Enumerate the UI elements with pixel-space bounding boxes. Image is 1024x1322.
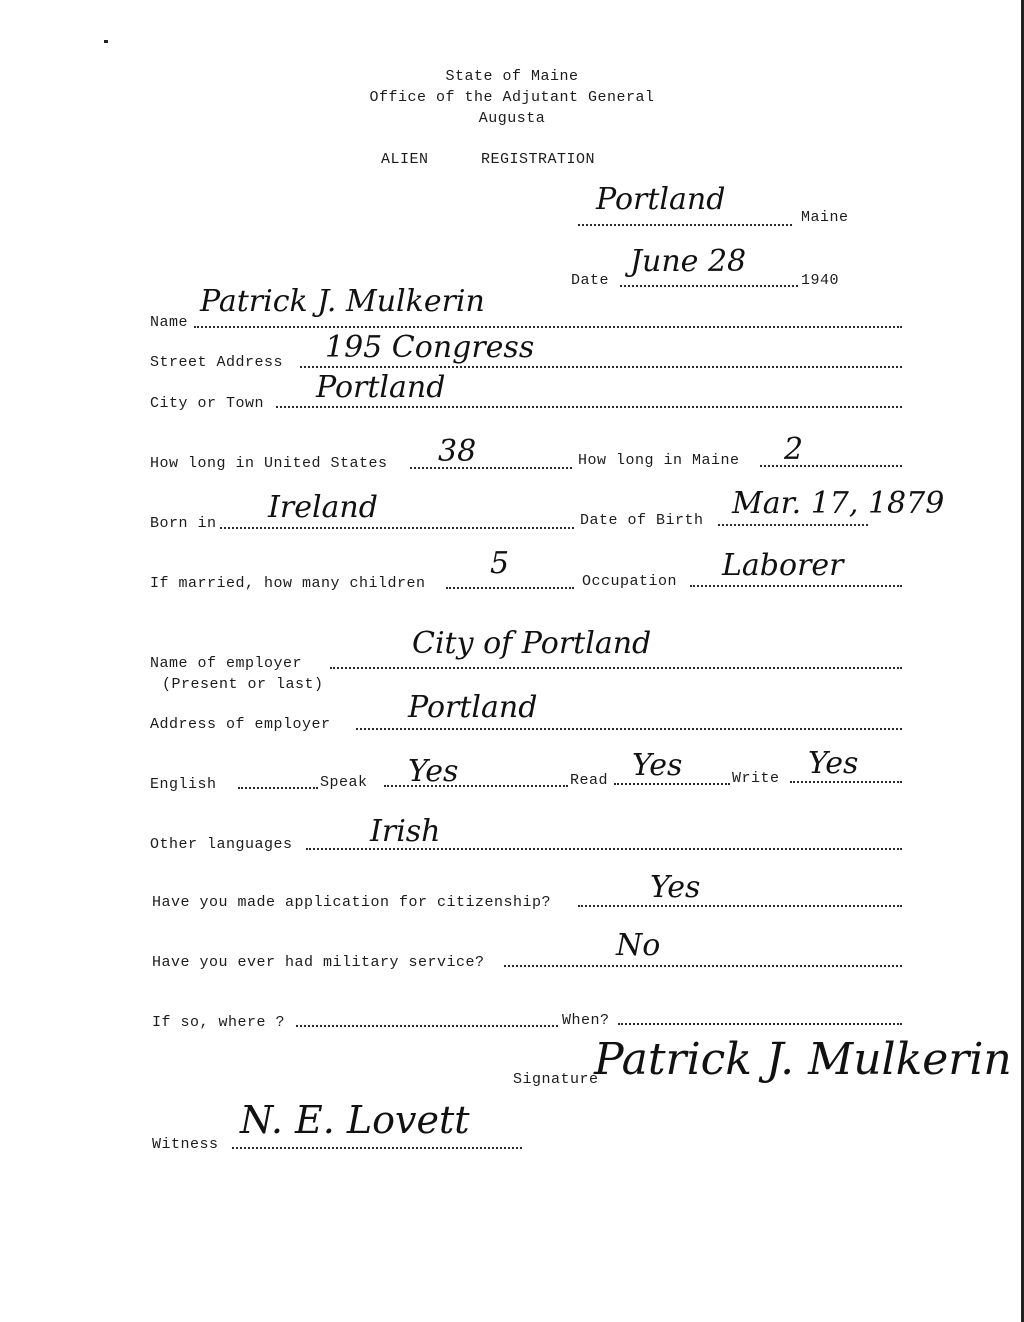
born-label: Born in [150, 515, 217, 532]
street-label: Street Address [150, 354, 284, 371]
write-label: Write [732, 770, 780, 787]
where-label: If so, where ? [152, 1014, 286, 1031]
date-value: June 28 [630, 244, 747, 279]
where-dots [296, 1025, 558, 1027]
occupation-value: Laborer [722, 548, 844, 583]
dob-label: Date of Birth [580, 512, 704, 529]
english-dots [238, 787, 318, 789]
children-dots [446, 587, 574, 589]
employer-address-dots [356, 728, 902, 730]
employer-value: City of Portland [412, 626, 652, 661]
citizenship-dots [578, 905, 902, 907]
stray-mark [104, 40, 108, 43]
when-label: When? [562, 1012, 610, 1029]
name-label: Name [150, 314, 189, 331]
maine-years-label: How long in Maine [578, 452, 740, 469]
employer-address-value: Portland [408, 690, 538, 725]
witness-label: Witness [152, 1136, 219, 1153]
born-dots [220, 527, 574, 529]
us-years-label: How long in United States [150, 455, 388, 472]
military-dots [504, 965, 902, 967]
read-dots [614, 783, 730, 785]
military-label: Have you ever had military service? [152, 954, 485, 971]
dob-value: Mar. 17, 1879 [732, 486, 945, 521]
header-city: Augusta [478, 110, 546, 127]
date-year: 1940 [801, 272, 840, 289]
citizenship-label: Have you made application for citizenship? [152, 894, 552, 911]
form-title-alien: ALIEN [381, 151, 429, 168]
citizenship-value: Yes [650, 870, 701, 905]
date-label: Date [571, 272, 610, 289]
read-label: Read [570, 772, 609, 789]
write-dots [790, 781, 902, 783]
date-dots [620, 285, 798, 287]
street-value: 195 Congress [325, 330, 535, 365]
us-years-value: 38 [438, 434, 477, 469]
other-languages-label: Other languages [150, 836, 293, 853]
occupation-dots [690, 585, 902, 587]
read-value: Yes [632, 748, 683, 783]
speak-value: Yes [408, 754, 459, 789]
city-label: City or Town [150, 395, 265, 412]
employer-address-label: Address of employer [150, 716, 331, 733]
signature-label: Signature [513, 1071, 599, 1088]
city-dots [276, 406, 902, 408]
occupation-label: Occupation [582, 573, 678, 590]
military-value: No [616, 928, 661, 963]
place-value: Portland [596, 182, 726, 217]
employer-sublabel: (Present or last) [162, 676, 324, 693]
write-value: Yes [808, 746, 859, 781]
witness-value: N. E. Lovett [240, 1098, 470, 1142]
street-dots [300, 366, 902, 368]
dob-dots [718, 524, 868, 526]
city-value: Portland [316, 370, 446, 405]
form-title-registration: REGISTRATION [481, 151, 596, 168]
us-years-dots [410, 467, 572, 469]
other-languages-value: Irish [370, 814, 441, 849]
place-suffix: Maine [801, 209, 849, 226]
maine-years-dots [760, 465, 902, 467]
witness-dots [232, 1147, 522, 1149]
signature-value: Patrick J. Mulkerin [594, 1034, 1012, 1085]
employer-dots [330, 667, 902, 669]
english-label: English [150, 776, 217, 793]
when-dots [618, 1023, 902, 1025]
children-value: 5 [490, 546, 510, 581]
born-value: Ireland [268, 490, 378, 525]
children-label: If married, how many children [150, 575, 426, 592]
maine-years-value: 2 [784, 432, 804, 467]
header-state: State of Maine [445, 68, 579, 85]
speak-label: Speak [320, 774, 368, 791]
employer-label: Name of employer [150, 655, 303, 672]
name-dots [194, 326, 902, 328]
header-office: Office of the Adjutant General [369, 89, 655, 106]
place-dots [578, 224, 792, 226]
name-value: Patrick J. Mulkerin [200, 284, 485, 319]
